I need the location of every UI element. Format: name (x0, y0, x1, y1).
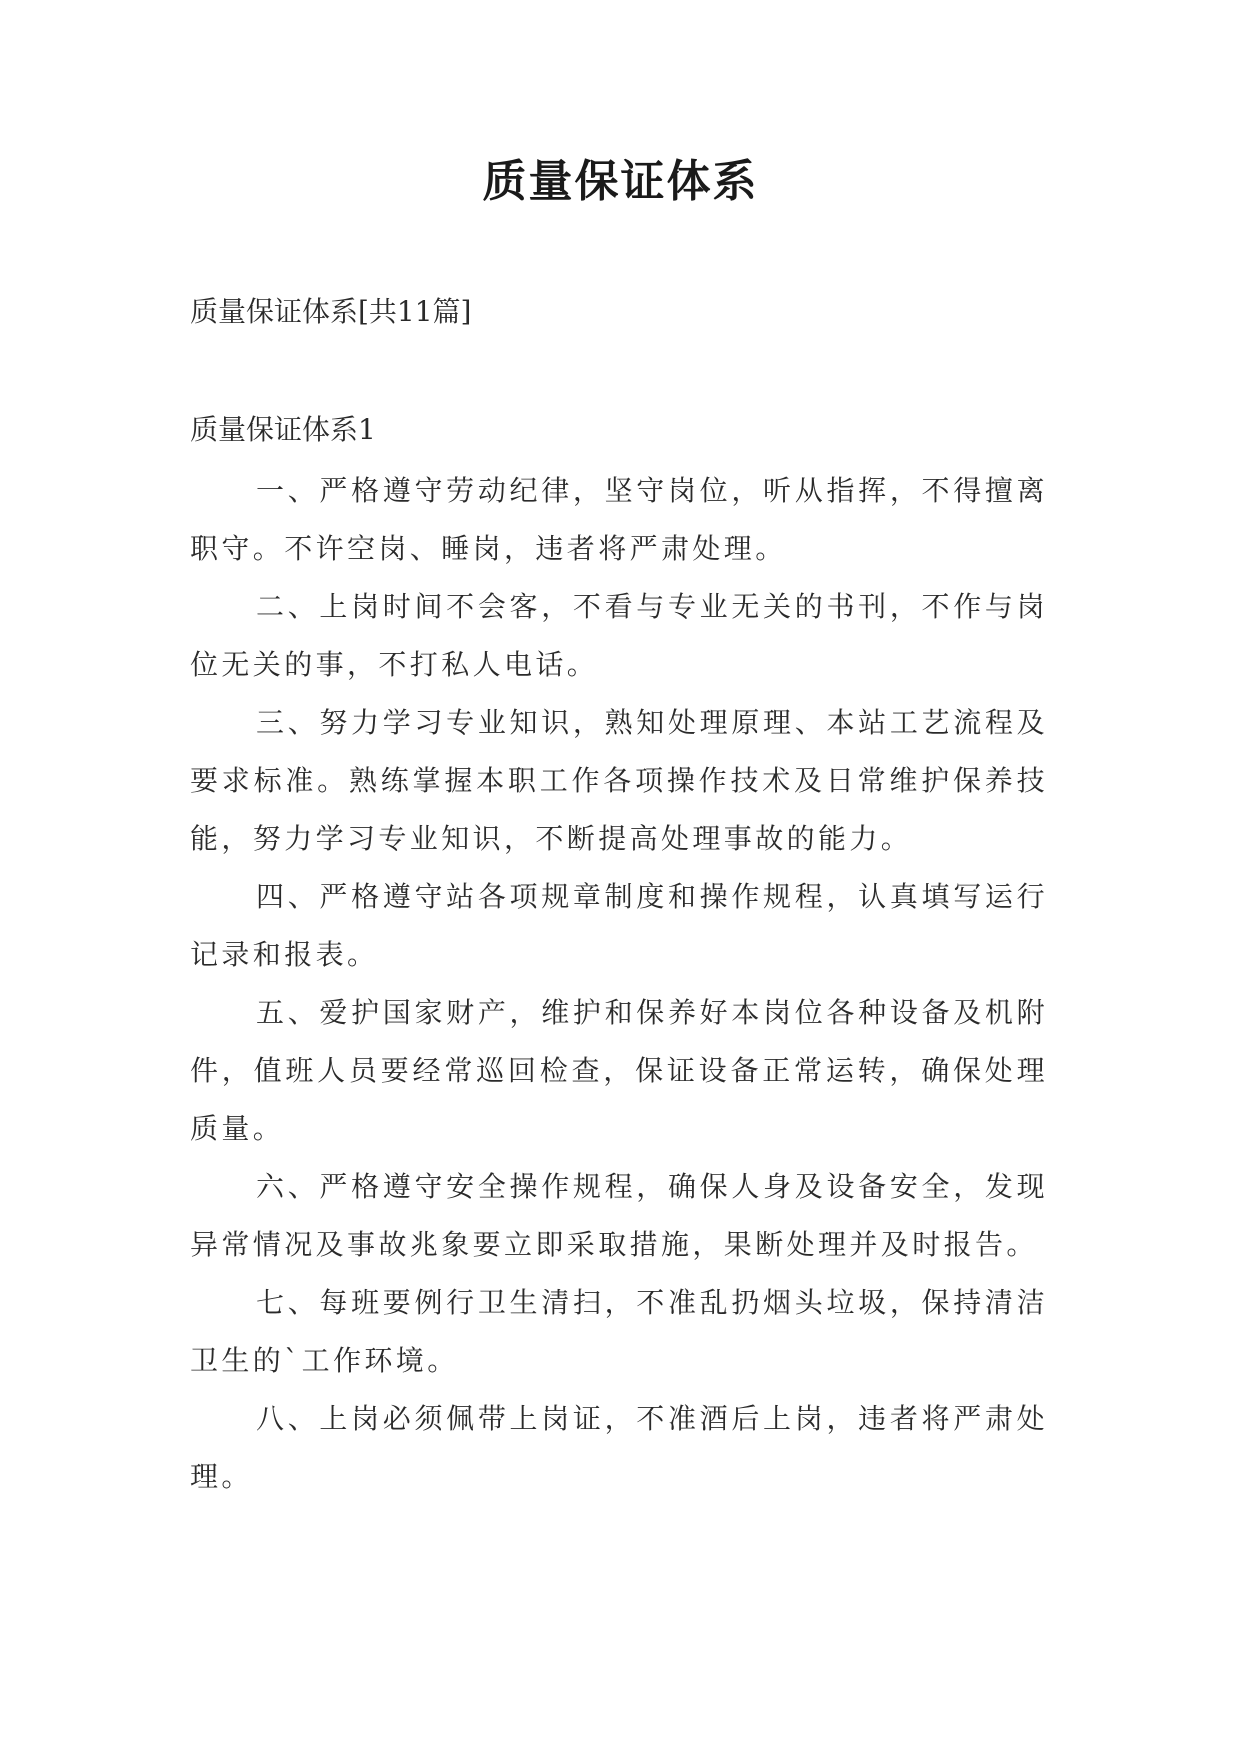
paragraph-3: 三、努力学习专业知识，熟知处理原理、本站工艺流程及要求标准。熟练掌握本职工作各项操作技术及日常维护保养技能，努力学习专业知识，不断提高处理事故的能力。 (190, 706, 1048, 855)
paragraph-8: 八、上岗必须佩带上岗证，不准酒后上岗，违者将严肃处理。 (190, 1402, 1048, 1493)
paragraph-6: 六、严格遵守安全操作规程，确保人身及设备安全，发现异常情况及事故兆象要立即采取措施，果断处理并及时报告。 (190, 1170, 1048, 1261)
paragraph-1: 一、严格遵守劳动纪律，坚守岗位，听从指挥，不得擅离职守。不许空岗、睡岗，违者将严肃处理。 (190, 474, 1048, 565)
paragraph-7: 七、每班要例行卫生清扫，不准乱扔烟头垃圾，保持清洁卫生的`工作环境。 (190, 1286, 1048, 1377)
document-body (190, 462, 1048, 1506)
document-subtitle: 质量保证体系[共11篇] (190, 295, 472, 328)
paragraph-2: 二、上岗时间不会客，不看与专业无关的书刊，不作与岗位无关的事，不打私人电话。 (190, 590, 1048, 681)
paragraph-4: 四、严格遵守站各项规章制度和操作规程，认真填写运行记录和报表。 (190, 880, 1048, 971)
section-heading: 质量保证体系1 (190, 413, 376, 446)
paragraph-5: 五、爱护国家财产，维护和保养好本岗位各种设备及机附件，值班人员要经常巡回检查，保证设备正常运转，确保处理质量。 (190, 996, 1048, 1145)
document-title: 质量保证体系 (482, 156, 759, 207)
